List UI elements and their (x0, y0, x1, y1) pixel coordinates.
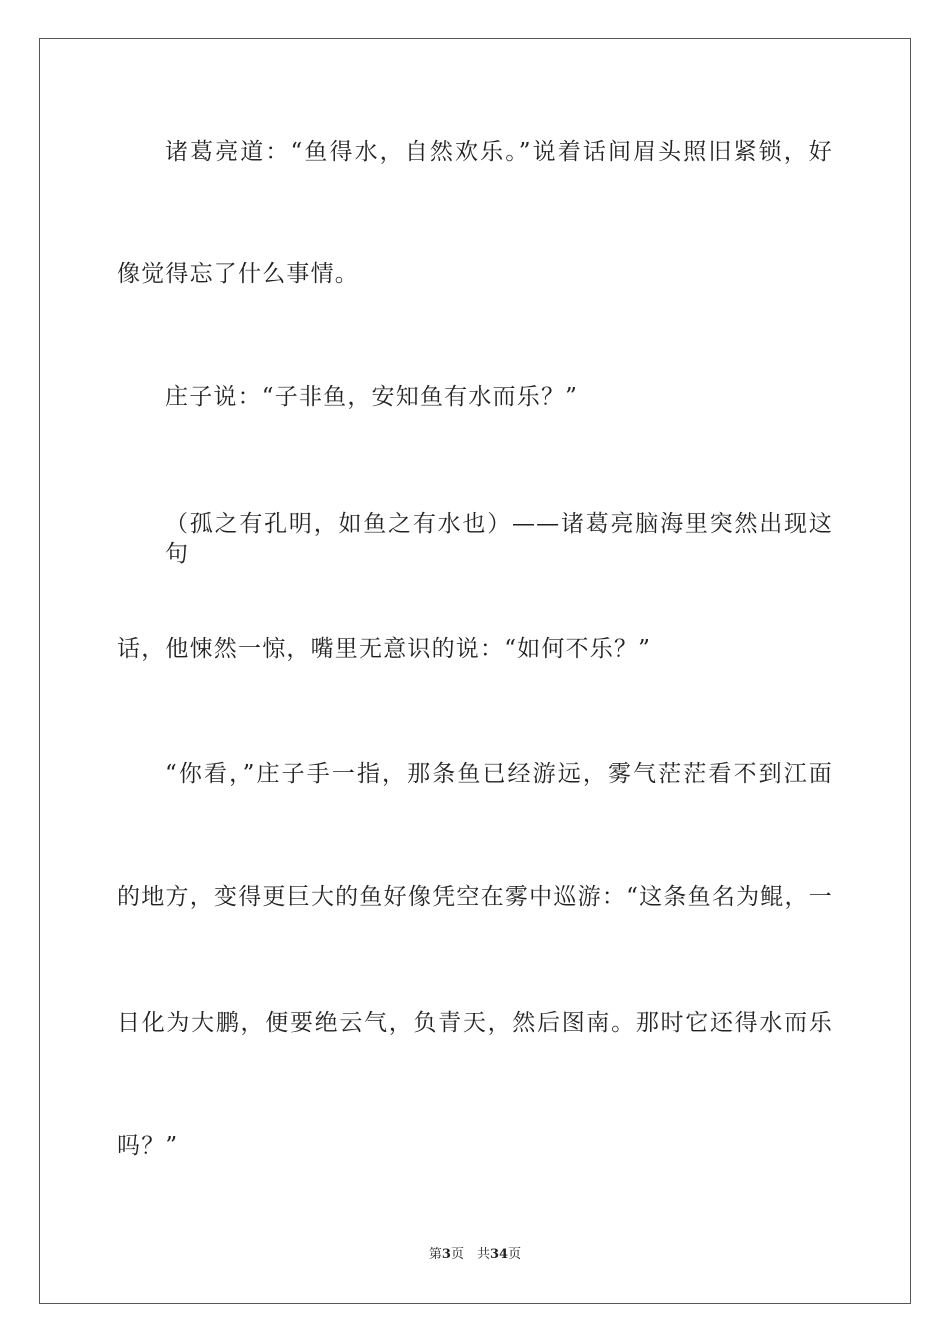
total-page-number: 34 (489, 1247, 509, 1262)
text-line: 的地方，变得更巨大的鱼好像凭空在雾中巡游：“这条鱼名为鲲，一 (117, 884, 833, 910)
text-line: “你看，”庄子手一指，那条鱼已经游远，雾气茫茫看不到江面 (165, 761, 833, 787)
current-page-number: 3 (441, 1247, 451, 1262)
page-prefix: 第 (428, 1247, 442, 1262)
text-line: 诸葛亮道：“鱼得水，自然欢乐。”说着话间眉头照旧紧锁，好 (165, 139, 833, 165)
text-line: （孤之有孔明，如鱼之有水也）——诸葛亮脑海里突然出现这句 (165, 511, 833, 567)
text-line: 像觉得忘了什么事情。 (117, 261, 359, 287)
page-mid: 页 共 (450, 1247, 490, 1262)
text-line: 日化为大鹏，便要绝云气，负青天，然后图南。那时它还得水而乐 (117, 1010, 833, 1036)
text-line: 庄子说：“子非鱼，安知鱼有水而乐？” (165, 384, 579, 410)
page-suffix: 页 (508, 1247, 522, 1262)
page-border (39, 38, 911, 1304)
text-line: 话，他悚然一惊，嘴里无意识的说：“如何不乐？” (117, 636, 652, 662)
page-number-footer (0, 1246, 950, 1264)
text-line: 吗？” (117, 1133, 179, 1159)
